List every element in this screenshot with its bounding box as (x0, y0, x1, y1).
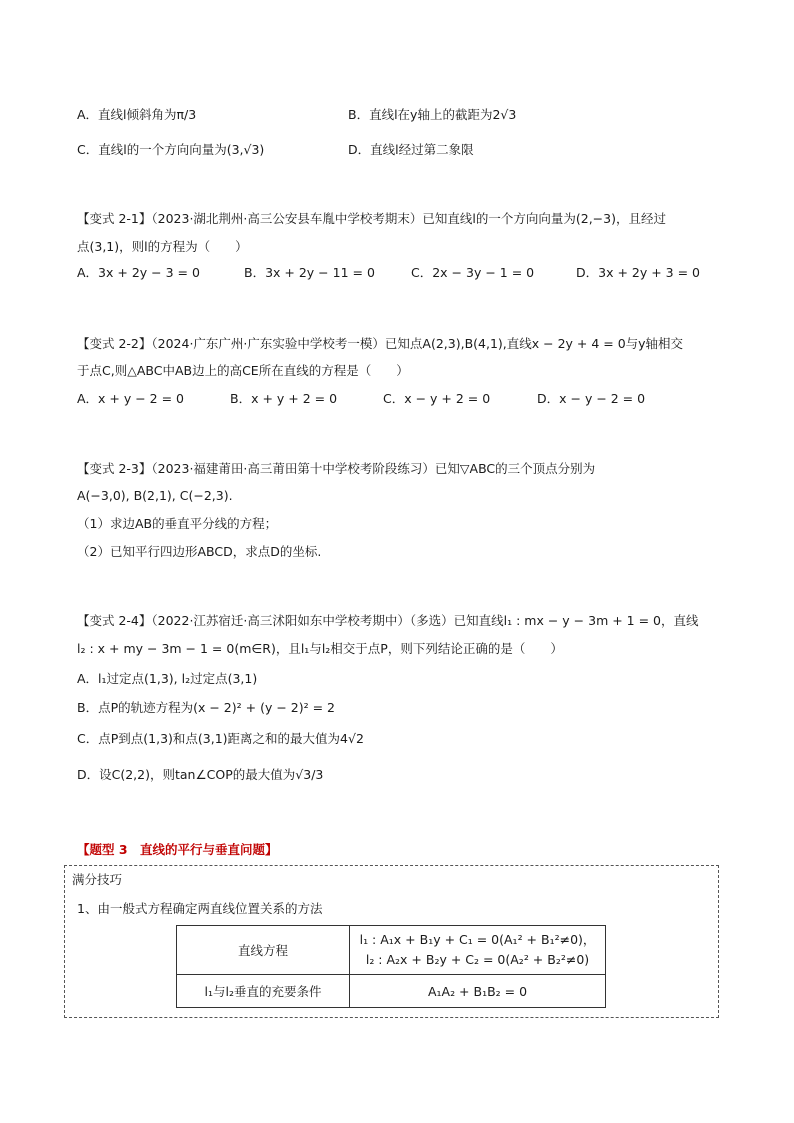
tip-1: 1、由一般式方程确定两直线位置关系的方法 (77, 901, 323, 916)
v24-option-a: A．l₁过定点(1,3), l₂过定点(3,1) (77, 671, 258, 686)
v22-option-b: B．x + y + 2 = 0 (230, 391, 338, 406)
v21-stem1: 已知直线l的一个方向向量为(2,−3)，且经过 (422, 211, 666, 226)
table-row (177, 975, 606, 1008)
v22-option-a: A．x + y − 2 = 0 (77, 391, 185, 406)
option-b-top: B．直线l在y轴上的截距为2√3 (348, 107, 517, 122)
section-heading: 【题型 3 直线的平行与垂直问题】 (77, 842, 278, 857)
v21-option-c: C．2x − 3y − 1 = 0 (411, 265, 535, 280)
tips-title: 满分技巧 (72, 872, 123, 887)
v21-source: （2023·湖北荆州·高三公安县车胤中学校考期末） (151, 211, 423, 226)
v23-tag: 【变式 2-3】 (77, 461, 152, 476)
v24-option-b: B．点P的轨迹方程为(x − 2)² + (y − 2)² = 2 (77, 700, 335, 715)
v22-option-d: D．x − y − 2 = 0 (537, 391, 646, 406)
condition-table (176, 925, 606, 1008)
v24-stem1: 已知直线l₁ : mx − y − 3m + 1 = 0，直线 (453, 613, 699, 628)
v23-source: （2023·福建莆田·高三莆田第十中学校考阶段练习） (151, 461, 435, 476)
v24-option-d: D．设C(2,2)，则tan∠COP的最大值为√3/3 (77, 767, 324, 782)
v23-stem-line1 (77, 460, 595, 478)
v24-source: （2022·江苏宿迁·高三沭阳如东中学校考期中）（多选） (151, 613, 454, 628)
option-d-top: D．直线l经过第二象限 (348, 142, 474, 157)
v23-vertices: A(−3,0), B(2,1), C(−2,3). (77, 488, 233, 503)
v22-stem-line1 (77, 335, 683, 353)
table-cell-perpendicular-condition: A₁A₂ + B₁B₂ = 0 (350, 975, 606, 1008)
v21-stem-line2: 点(3,1)，则l的方程为（ ） (77, 239, 248, 254)
table-cell-equation-header: 直线方程 (177, 926, 350, 975)
v21-option-b: B．3x + 2y − 11 = 0 (244, 265, 375, 280)
v21-option-d: D．3x + 2y + 3 = 0 (576, 265, 700, 280)
table-cell-equations (350, 926, 606, 975)
v23-question-2: （2）已知平行四边形ABCD，求点D的坐标. (77, 544, 322, 559)
v21-option-a: A．3x + 2y − 3 = 0 (77, 265, 200, 280)
v22-stem-line2: 于点C,则△ABC中AB边上的高CE所在直线的方程是（ ） (77, 363, 409, 378)
v24-tag: 【变式 2-4】 (77, 613, 152, 628)
v22-stem1: 已知点A(2,3),B(4,1),直线x − 2y + 4 = 0与y轴相交 (384, 336, 684, 351)
v23-question-1: （1）求边AB的垂直平分线的方程； (77, 516, 278, 531)
option-c-top: C．直线l的一个方向向量为(3,√3) (77, 142, 265, 157)
v21-tag: 【变式 2-1】 (77, 211, 152, 226)
v24-option-c: C．点P到点(1,3)和点(3,1)距离之和的最大值为4√2 (77, 731, 364, 746)
v24-stem-line1 (77, 612, 699, 630)
equation-l2: l₂ : A₂x + B₂y + C₂ = 0(A₂² + B₂²≠0) (365, 952, 590, 967)
table-cell-perpendicular-label: l₁与l₂垂直的充要条件 (177, 975, 350, 1008)
v22-source: （2024·广东广州·广东实验中学校考一模） (151, 336, 385, 351)
v24-stem-line2: l₂ : x + my − 3m − 1 = 0(m∈R)，且l₁与l₂相交于点P，则下列结论正确的是（ ） (77, 641, 563, 656)
table-row (177, 926, 606, 975)
v21-stem-line1 (77, 210, 666, 228)
equation-l1: l₁ : A₁x + B₁y + C₁ = 0(A₁² + B₁²≠0)， (359, 932, 596, 947)
v22-option-c: C．x − y + 2 = 0 (383, 391, 491, 406)
option-a-top: A．直线l倾斜角为π/3 (77, 107, 197, 122)
v23-stem1: 已知▽ABC的三个顶点分别为 (434, 461, 596, 476)
v22-tag: 【变式 2-2】 (77, 336, 152, 351)
